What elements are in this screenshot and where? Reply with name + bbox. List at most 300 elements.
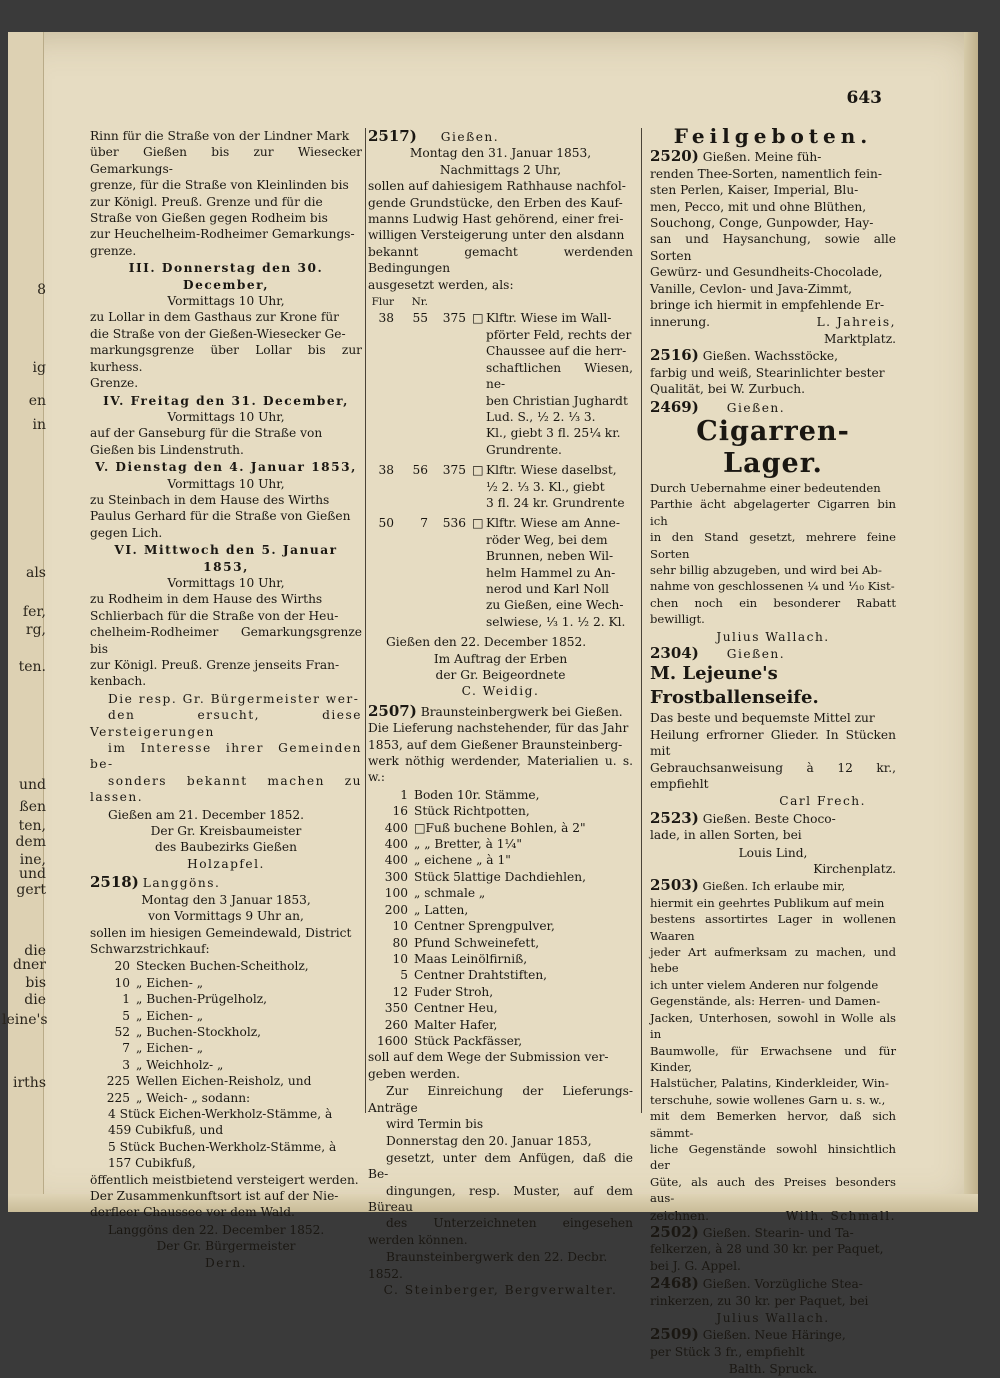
material-item (368, 935, 633, 951)
material-qty: 10 (392, 951, 408, 966)
ad-office-1: Im Auftrag der Erben (433, 651, 568, 666)
parcel-desc (486, 462, 633, 511)
section-4-text (90, 425, 362, 458)
material-item (368, 869, 633, 885)
ad-number: 2503) (650, 876, 699, 895)
ad-address: Marktplatz. (823, 331, 896, 346)
wood-desc: „ Eichen- „ (136, 1008, 204, 1023)
text-line: zur Königl. Preuß. Grenze und für die (90, 194, 323, 209)
text-line: Gießen. Meine füh- (702, 150, 822, 165)
ad-sig-date: Braunsteinbergwerk den 22. Decbr. 1852. (368, 1250, 608, 1281)
left-page-fragment: in (32, 417, 46, 433)
text-line: terschuhe, sowie wollenes Garn u. s. w., (650, 1092, 886, 1107)
ad-office: Der Gr. Bürgermeister (156, 1239, 296, 1254)
ad-number: 2517) (368, 127, 417, 145)
text-line: Das beste und bequemste Mittel zur (650, 711, 875, 726)
text-line: Chaussee auf die herr- (486, 344, 627, 359)
section-6-text (90, 591, 362, 689)
material-desc: Boden 10r. Stämme, (414, 787, 540, 802)
parcel-row (368, 310, 633, 458)
table-head-nr: Nr. (411, 296, 428, 309)
ad-end-text (368, 1049, 633, 1082)
material-desc: Malter Hafer, (414, 1017, 498, 1032)
ad-number: 2516) (650, 346, 699, 365)
text-line: Straße von Gießen gegen Rodheim bis (90, 211, 328, 226)
ad-text (650, 150, 896, 312)
parcel-flur: 38 (378, 311, 394, 326)
material-desc: „ Latten, (414, 902, 469, 917)
parcel-nr: 56 (412, 463, 428, 478)
left-page-fragment: ig (32, 360, 46, 376)
parcel-desc (486, 515, 633, 630)
text-line: sten Perlen, Kaiser, Imperial, Blu- (650, 183, 859, 198)
wood-item (90, 1090, 362, 1106)
left-page-fragment: dem (15, 834, 46, 850)
text-line: 1853, auf dem Gießener Braunsteinberg- (368, 737, 623, 752)
left-page-fragment: leine's (2, 1012, 48, 1028)
text-line: Der Zusammenkunftsort ist auf der Nie- (90, 1189, 339, 1203)
text-line: Grenze. (90, 376, 139, 391)
ad-address: Kirchenplatz. (813, 862, 896, 877)
parcel-table (368, 310, 633, 630)
text-line: bekannt gemacht werdenden Bedingungen (368, 244, 633, 276)
wood-qty: 20 (114, 959, 130, 974)
text-line: farbig und weiß, Stearinlichter bester (650, 365, 885, 380)
text-line: Gebrauchsanweisung à 12 kr., empfiehlt (650, 760, 896, 791)
text-line: geben werden. (368, 1066, 460, 1081)
text-line: zu Lollar in dem Gasthaus zur Krone für (90, 310, 340, 325)
section-4-heading: IV. Freitag den 31. December, (103, 393, 349, 408)
text-line: werk nöthig werdender, Materialien u. s. w.: (368, 754, 633, 785)
ad-time: von Vormittags 9 Uhr an, (148, 909, 304, 924)
wood-qty: 5 (122, 1008, 130, 1023)
text-line: 157 Cubikfuß, (108, 1156, 196, 1171)
ad-number: 2502) (650, 1222, 699, 1241)
material-desc: „ „ Bretter, à 1¼" (414, 837, 522, 852)
ad-date: Montag den 3 Januar 1853, (141, 892, 311, 907)
text-line: Lud. S., ½ 2. ⅓ 3. (486, 409, 596, 424)
material-qty: 400 (384, 853, 408, 868)
section-3-heading: III. Donnerstag den 30. December, (128, 261, 324, 292)
parcel-desc (486, 310, 633, 458)
text-line: 3 fl. 24 kr. Grundrente (486, 495, 625, 510)
material-desc: Maas Leinölfirniß, (414, 951, 528, 966)
ad-title: Cigarren-Lager. (696, 415, 850, 479)
text-line: in den Stand gesetzt, mehrere feine Sorten (650, 530, 896, 561)
wood-qty: 10 (114, 975, 130, 990)
text-line: Zur Einreichung der Lieferungs-Anträge (368, 1084, 633, 1115)
text-line: chen noch ein besonderer Rabatt bewilligt. (650, 595, 896, 627)
wood-qty: 1 (122, 992, 130, 1007)
text-line: ½ 2. ⅓ 3. Kl., giebt (486, 479, 605, 494)
ad-signer: Louis Lind, (738, 845, 808, 860)
ad-number: 2304) (650, 643, 699, 662)
text-line: san und Haysanchung, sowie alle Sorten (650, 232, 896, 263)
text-line: Jacken, Unterhosen, sowohl in Wolle als in (650, 1010, 896, 1042)
material-desc: Stück Richtpotten, (414, 804, 530, 819)
left-page-fragment: als (25, 565, 46, 581)
section-4-time: Vormittags 10 Uhr, (167, 409, 285, 424)
column-right (650, 124, 896, 1378)
parcel-area: 375 (442, 311, 466, 326)
text-line: sonders bekannt machen zu lassen. (90, 773, 362, 805)
material-item (368, 803, 633, 819)
wood-item (90, 1040, 362, 1056)
text-line: Güte, als auch des Preises besonders aus- (650, 1174, 896, 1206)
text-line: öffentlich meistbietend versteigert werden. (90, 1172, 359, 1187)
section-6-heading: VI. Mittwoch den 5. Januar 1853, (114, 543, 338, 574)
text-line: kenbach. (90, 674, 147, 689)
page-number: 643 (846, 88, 882, 108)
square-icon: □ (472, 516, 484, 531)
table-head-flur: Flur (371, 296, 394, 309)
text-line: manns Ludwig Hast gehörend, einer frei- (368, 212, 624, 227)
text-line: 5 Stück Buchen-Werkholz-Stämme, à (108, 1139, 337, 1154)
wood-qty: 3 (122, 1057, 130, 1072)
material-item (368, 836, 633, 852)
text-line: sollen auf dahiesigem Rathhause nachfol- (368, 179, 626, 194)
text-line: selwiese, ⅓ 1. ½ 2. Kl. (486, 614, 626, 629)
parcel-row (368, 515, 633, 630)
ad-2520 (650, 148, 896, 347)
text-line: 459 Cubikfuß, und (108, 1123, 224, 1138)
left-page-fragment: ine, (19, 852, 46, 868)
material-item (368, 967, 633, 983)
material-qty: 400 (384, 820, 408, 835)
ad-time: Nachmittags 2 Uhr, (439, 162, 562, 177)
material-desc: Pfund Schweinefett, (414, 935, 540, 950)
text-line: Brunnen, neben Wil- (486, 549, 614, 564)
material-item (368, 918, 633, 934)
text-line: über Gießen bis zur Wiesecker Gemarkungs- (90, 145, 362, 176)
material-qty: 1600 (376, 1033, 408, 1048)
left-page-fragment: irths (13, 1075, 46, 1091)
text-line: Souchong, Conge, Gunpowder, Hay- (650, 216, 874, 231)
left-page-fragment: und (19, 777, 46, 793)
text-line: wird Termin bis (386, 1116, 484, 1131)
wood-qty: 52 (114, 1024, 130, 1039)
ad-text (650, 710, 896, 792)
wood-qty: 7 (122, 1041, 130, 1056)
section-3-text (90, 309, 362, 391)
wood-qty: 225 (106, 1074, 130, 1089)
text-line: Paulus Gerhard für die Straße von Gießen (90, 509, 351, 524)
material-item (368, 984, 633, 1000)
wood-desc: „ Eichen- „ (136, 975, 204, 990)
material-qty: 1 (400, 787, 408, 802)
wood-desc: „ Buchen-Prügelholz, (136, 992, 268, 1007)
left-page-fragment: dner (13, 957, 46, 973)
text-line: Gießen. Stearin- und Ta- (702, 1225, 854, 1240)
material-item (368, 787, 633, 803)
left-page-fragment: ßen (19, 799, 46, 815)
material-qty: 12 (392, 984, 408, 999)
text-line: ausgesetzt werden, als: (368, 277, 514, 292)
text-line: 4 Stück Eichen-Werkholz-Stämme, à (108, 1106, 333, 1121)
office-line-1: Der Gr. Kreisbaumeister (150, 824, 302, 839)
text-line: liche Gegenstände sowohl hinsichtlich der (650, 1141, 896, 1173)
ad-2304 (650, 645, 896, 810)
ad-2502 (650, 1224, 896, 1274)
left-page-fragment: gert (16, 882, 46, 898)
text-line: dingungen, resp. Muster, auf dem Büreau (368, 1183, 633, 1214)
material-desc: Centner Sprengpulver, (414, 919, 555, 934)
wood-list (90, 958, 362, 1106)
ad-place: Gießen. (726, 646, 786, 661)
parcel-nr: 55 (412, 311, 428, 326)
adjacent-page-edge (2, 32, 48, 1212)
text-line: helm Hammel zu An- (486, 565, 616, 580)
column-rule-1 (365, 128, 366, 1113)
column-left (90, 128, 362, 1271)
column-middle (368, 128, 633, 1298)
left-page-fragment: fer, (22, 604, 46, 620)
text-line: gegen Lich. (90, 525, 163, 540)
material-item (368, 902, 633, 918)
ad-title: M. Lejeune's Frostballenseife. (650, 663, 819, 709)
wood-desc: Wellen Eichen-Reisholz, und (136, 1074, 312, 1089)
left-page-fragment: die (24, 992, 46, 1008)
ad-place: Gießen. (440, 130, 500, 144)
text-line: Schlierbach für die Straße von der Heu- (90, 608, 339, 623)
ad-text (368, 720, 633, 786)
ad-sig-date: Gießen den 22. December 1852. (386, 635, 587, 650)
text-line: gesetzt, unter dem Anfügen, daß die Be- (368, 1150, 633, 1182)
text-line: zur Heuchelheim-Rodheimer Gemarkungs- (90, 227, 355, 242)
text-line: grenze. (90, 243, 137, 258)
text-line: ich unter vielem Anderen nur folgende (650, 977, 879, 992)
left-page-fragment: en (28, 393, 46, 409)
ad-2503 (650, 877, 896, 1224)
ad-2516 (650, 347, 896, 397)
text-line: Gießen. Ich erlaube mir, (702, 879, 846, 894)
text-line: im Interesse ihrer Gemeinden be- (90, 741, 362, 772)
text-line: markungsgrenze über Lollar bis zur kurhess. (90, 343, 362, 374)
material-qty: 16 (392, 804, 408, 819)
material-desc: Centner Drahtstiften, (414, 968, 548, 983)
text-line: lade, in allen Sorten, bei (650, 828, 802, 843)
ad-signer: C. Weidig. (461, 684, 540, 699)
left-page-fragment: die (24, 943, 46, 959)
text-line: Grundrente. (486, 442, 562, 457)
text-line: men, Pecco, mit und ohne Blüthen, (650, 199, 867, 214)
parcel-area: 375 (442, 463, 466, 478)
text-line: willigen Versteigerung unter den alsdann (368, 228, 625, 243)
wood-item (90, 975, 362, 991)
ad-signer: Carl Frech. (779, 794, 866, 809)
ad-text (650, 480, 896, 628)
ad-signer: Dern. (204, 1255, 248, 1270)
material-item (368, 885, 633, 901)
ad-sig-date: Langgöns den 22. December 1852. (108, 1222, 325, 1237)
text-line: mit dem Bemerken hervor, daß sich sämmt- (650, 1109, 896, 1140)
text-line: per Stück 3 fr., empfiehlt (650, 1344, 805, 1359)
text-line: soll auf dem Wege der Submission ver- (368, 1050, 609, 1065)
text-line: Klftr. Wiese am Anne- (486, 516, 620, 531)
ad-number: 2520) (650, 147, 699, 166)
text-line: schaftlichen Wiesen, ne- (486, 360, 633, 392)
ad-2523 (650, 810, 896, 878)
wood-item (90, 1024, 362, 1040)
ad-text-last: zeichnen. (650, 1208, 709, 1223)
ad-signer: Balth. Spruck. (728, 1362, 818, 1377)
material-item (368, 820, 633, 836)
section-5-text (90, 492, 362, 541)
ad-2469 (650, 399, 896, 645)
ad-signer: Wilh. Schmall. (785, 1208, 896, 1223)
parcel-flur: 38 (378, 463, 394, 478)
text-line: felkerzen, à 28 und 30 kr. per Paquet, (650, 1242, 884, 1257)
text-line: Qualität, bei W. Zurbuch. (650, 382, 805, 397)
text-line: pförter Feld, rechts der (486, 327, 632, 342)
square-icon: □ (472, 463, 484, 478)
text-line: hiermit ein geehrtes Publikum auf mein (650, 895, 885, 910)
wood-item (90, 958, 362, 974)
material-desc: Centner Heu, (414, 1001, 498, 1016)
material-qty: 10 (392, 919, 408, 934)
ad-number: 2518) (90, 873, 139, 892)
text-line: Parthie ächt abgelagerter Cigarren bin ich (650, 497, 896, 528)
text-line: zu Steinbach in dem Hause des Wirths (90, 492, 330, 507)
text-line: rinkerzen, zu 30 kr. per Paquet, bei (650, 1293, 869, 1308)
text-line: chelheim-Rodheimer Gemarkungsgrenze bis (90, 625, 362, 656)
ad-2468 (650, 1275, 896, 1326)
ad-number: 2468) (650, 1274, 699, 1293)
materials-list (368, 787, 633, 1050)
parcel-row (368, 462, 633, 511)
section-5-heading: V. Dienstag den 4. Januar 1853, (95, 460, 357, 475)
text-line: röder Weg, bei dem (486, 532, 608, 547)
material-qty: 80 (392, 935, 408, 950)
text-line: Baumwolle, für Erwachsene und für Kinder, (650, 1043, 896, 1074)
material-qty: 300 (384, 869, 408, 884)
section-heading-feilgeboten: Feilgeboten. (673, 124, 873, 148)
column-rule-2 (641, 128, 642, 1113)
wood-desc: „ Weich- „ sodann: (136, 1090, 251, 1105)
material-desc: □Fuß buchene Bohlen, à 2" (414, 820, 586, 835)
ad-2518 (90, 874, 362, 1271)
ad-number: 2507) (368, 701, 417, 720)
material-desc: Fuder Stroh, (414, 984, 494, 999)
text-line: auf der Ganseburg für die Straße von (90, 426, 323, 441)
material-qty: 100 (384, 886, 408, 901)
ad-2509 (650, 1326, 896, 1377)
text-line: bestens assortirtes Lager in wollenen Waaren (650, 912, 896, 943)
ad-text (650, 879, 896, 1205)
ad-number: 2509) (650, 1325, 699, 1344)
text-line: grenze, für die Straße von Kleinlinden bis (90, 178, 349, 193)
text-line: sehr billig abzugeben, und wird bei Ab- (650, 562, 882, 577)
text-line: Gewürz- und Gesundheits-Chocolade, (650, 265, 883, 280)
ad-end-text (90, 1172, 362, 1221)
ad-2517 (368, 128, 633, 700)
signer-holzapfel: Holzapfel. (187, 856, 265, 871)
notice-date: Gießen am 21. December 1852. (108, 807, 305, 822)
material-qty: 260 (384, 1017, 408, 1032)
text-line: Gießen. Beste Choco- (702, 811, 836, 826)
ad-signer: Julius Wallach. (716, 1311, 830, 1325)
text-line: gende Grundstücke, den Erben des Kauf- (368, 195, 623, 210)
text-line: ben Christian Jughardt (486, 393, 628, 408)
material-qty: 200 (384, 902, 408, 917)
text-line: den ersucht, diese Versteigerungen (90, 708, 362, 739)
material-item (368, 1033, 633, 1049)
material-item (368, 1017, 633, 1033)
text-line: zu Gießen, eine Wech- (486, 598, 624, 613)
ad-office-2: der Gr. Beigeordnete (435, 668, 566, 682)
text-line: Gießen. Vorzügliche Stea- (702, 1277, 863, 1292)
wood-list-2 (90, 1106, 362, 1172)
ad-number: 2469) (650, 397, 699, 416)
parcel-nr: 7 (420, 516, 428, 531)
text-line: Rinn für die Straße von der Lindner Mark (90, 129, 350, 143)
section-6-time: Vormittags 10 Uhr, (167, 575, 285, 590)
ad-signer: L. Jahreis, (816, 315, 896, 330)
ad-signer: C. Steinberger, Bergverwalter. (383, 1283, 618, 1298)
text-line: Die resp. Gr. Bürgermeister wer- (108, 691, 360, 706)
ad-signer: Julius Wallach. (716, 629, 830, 644)
left-page-fragment: bis (25, 975, 46, 991)
page-edge-right (964, 32, 978, 1212)
material-item (368, 951, 633, 967)
ad-place: Gießen. (726, 400, 786, 415)
text-line: Heilung erfrorner Glieder. In Stücken mit (650, 727, 896, 759)
text-line: die Straße von der Gießen-Wiesecker Ge- (90, 326, 346, 341)
ad-2507 (368, 703, 633, 1299)
left-page-fragment: rg, (25, 622, 46, 638)
text-line: des Unterzeichneten eingesehen werden können. (368, 1216, 633, 1247)
newspaper-page (2, 32, 978, 1377)
material-desc: Stück Packfässer, (414, 1033, 523, 1048)
ad-date: Montag den 31. Januar 1853, (409, 146, 592, 161)
text-line: zu Rodheim in dem Hause des Wirths (90, 592, 323, 607)
ad-text-last: innerung. (650, 315, 711, 330)
square-icon: □ (472, 311, 484, 326)
text-line: Gegenstände, als: Herren- und Damen- (650, 994, 881, 1009)
material-item (368, 1000, 633, 1016)
text-line: Gießen. Wachsstöcke, (702, 349, 838, 364)
text-line: Die Lieferung nachstehender, für das Jahr (368, 721, 629, 736)
ad-paragraph-3 (368, 1133, 633, 1248)
office-line-2: des Baubezirks Gießen (155, 840, 297, 855)
section-3-time: Vormittags 10 Uhr, (167, 294, 285, 309)
text-line: Vanille, Cevlon- und Java-Zimmt, (650, 281, 852, 296)
text-line: nahme von geschlossenen ¼ und ⅒ Kist- (650, 579, 895, 594)
ad-number: 2523) (650, 808, 699, 827)
ad-heading: Braunsteinbergwerk bei Gießen. (420, 704, 623, 719)
ad-paragraph-2 (368, 1083, 633, 1132)
text-line: bei J. G. Appel. (650, 1258, 741, 1273)
parcel-flur: 50 (378, 516, 394, 531)
wood-desc: „ Eichen- „ (136, 1041, 204, 1056)
text-line: bringe ich hiermit in empfehlende Er- (650, 298, 885, 313)
material-qty: 5 (400, 968, 408, 983)
section-5-time: Vormittags 10 Uhr, (167, 476, 285, 491)
text-line: renden Thee-Sorten, namentlich fein- (650, 166, 882, 181)
wood-item (90, 1073, 362, 1089)
ad-place: Langgöns. (142, 876, 221, 891)
text-line: derfleer Chaussee vor dem Wald. (90, 1205, 295, 1220)
text-line: sollen im hiesigen Gemeindewald, District (90, 925, 352, 940)
material-qty: 400 (384, 837, 408, 852)
material-desc: „ eichene „ à 1" (414, 853, 511, 868)
wood-item (90, 1008, 362, 1024)
left-page-fragment: 8 (37, 282, 46, 298)
left-page-fragment: ten, (18, 818, 46, 834)
ad-text (368, 178, 633, 293)
wood-item (90, 991, 362, 1007)
text-line: Kl., giebt 3 fl. 25¼ kr. (486, 426, 621, 441)
